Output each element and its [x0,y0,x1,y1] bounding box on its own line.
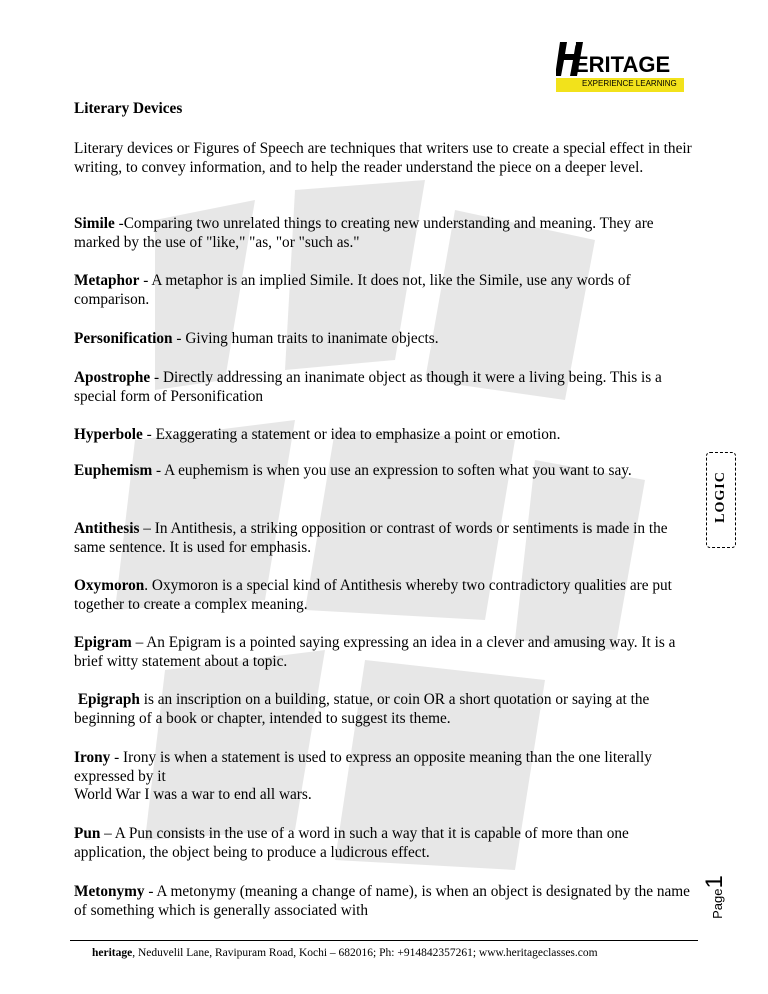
footer [92,947,598,959]
logic-label: LOGIC [713,471,728,523]
page-number-value: 1 [700,875,728,889]
device-personification: Personification - Giving human traits to inanimate objects. [74,330,439,347]
device-oxymoron: Oxymoron. Oxymoron is a special kind of Antithesis whereby two contradictory qualities are put together to create a complex meaning. [74,577,672,613]
device-apostrophe: Apostrophe - Directly addressing an inanimate object as though it were a living being. This is a special form of Personification [74,369,662,405]
footer-address: , Neduvelil Lane, Ravipuram Road, Kochi – 682016; Ph: +914842357261; www.heritageclasses.com [132,947,598,959]
page-label: Page [709,888,725,919]
footer-divider [70,940,698,941]
device-epigram: Epigram – An Epigram is a pointed saying expressing an idea in a clever and amusing way. It is a brief witty statement about a topic. [74,634,676,670]
device-simile: Simile -Comparing two unrelated things to creating new understanding and meaning. They are marked by the use of "like," "as, "or "such as." [74,215,654,251]
footer-brand: heritage [92,947,133,959]
logo-tagline: EXPERIENCE LEARNING [582,79,677,88]
device-metonymy: Metonymy - A metonymy (meaning a change of name), is when an object is designated by the name of something which is generally associated with [74,883,690,919]
intro-paragraph: Literary devices or Figures of Speech are techniques that writers use to create a special effect in their writing, to convey information, and to help the reader understand the piece on a deeper level. [74,140,692,176]
device-antithesis: Antithesis – In Antithesis, a striking opposition or contrast of words or sentiments is made in the same sentence. It is used for emphasis. [74,520,668,556]
logic-side-tab [706,452,736,548]
device-epigraph: Epigraph is an inscription on a building, statue, or coin OR a short quotation or saying at the beginning of a book or chapter, intended to suggest its theme. [74,691,650,727]
device-metaphor: Metaphor - A metaphor is an implied Simile. It does not, like the Simile, use any words of comparison. [74,272,631,308]
page-title: Literary Devices [74,100,183,117]
page-number [698,858,768,928]
device-pun: Pun – A Pun consists in the use of a word in such a way that it is capable of more than one application, the object being to produce a ludicrous effect. [74,825,629,861]
irony-example: World War I was a war to end all wars. [74,786,312,804]
device-euphemism: Euphemism - A euphemism is when you use an expression to soften what you want to say. [74,462,632,479]
heritage-logo [556,38,684,94]
logo-wordmark: ERITAGE [574,52,671,77]
device-hyperbole: Hyperbole - Exaggerating a statement or idea to emphasize a point or emotion. [74,426,561,443]
device-irony: Irony - Irony is when a statement is used to express an opposite meaning than the one literally expressed by it World War I was a war to end all wars. [74,749,652,804]
